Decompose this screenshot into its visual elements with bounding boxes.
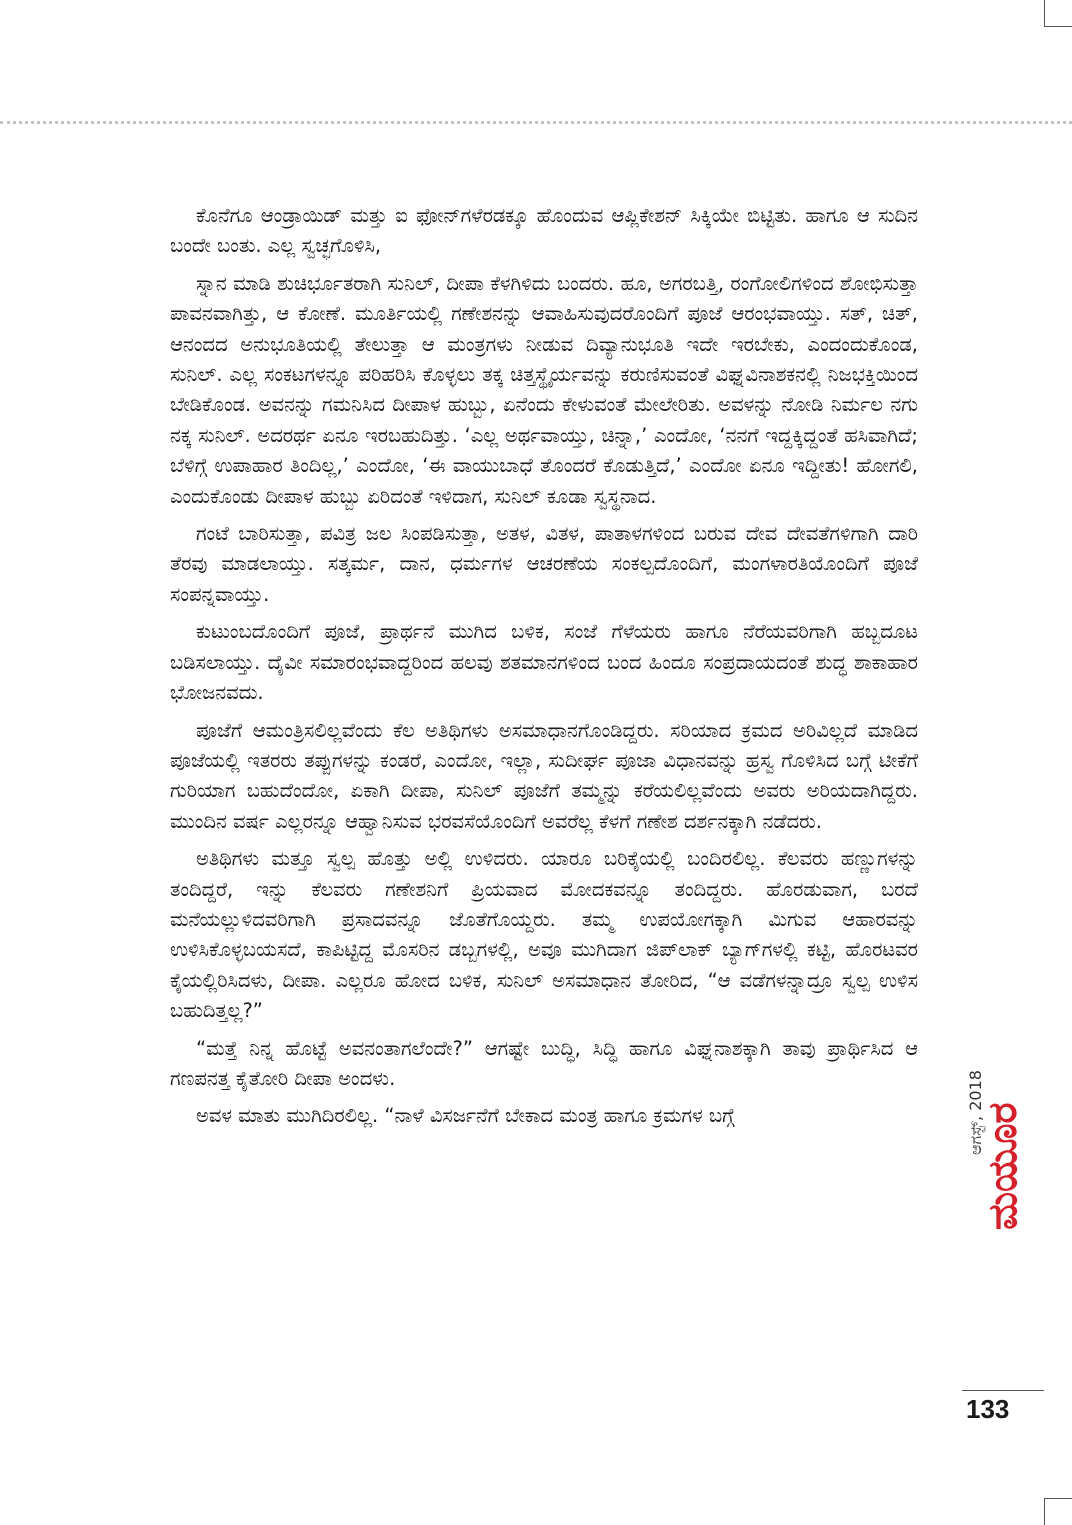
- article-paragraph: ಕೊನೆಗೂ ಆಂಡ್ರಾಯಿಡ್ ಮತ್ತು ಐ ಫೋನ್‌ಗಳೆರಡಕ್ಕೂ ಹೊಂದುವ ಆಪ್ಲಿಕೇಶನ್ ಸಿಕ್ಕಿಯೇ ಬಿಟ್ಟಿತು. ಹಾಗೂ ಆ ಸುದಿನ ಬಂದೇ ಬಂತು. ಎಲ್ಲ ಸ್ವಚ್ಛಗೊಳಿಸಿ,: [170, 204, 918, 258]
- article-paragraph: ಸ್ನಾನ ಮಾಡಿ ಶುಚಿರ್ಭೂತರಾಗಿ ಸುನಿಲ್, ದೀಪಾ ಕೆಳಗಿಳಿದು ಬಂದರು. ಹೂ, ಅಗರಬತ್ತಿ, ರಂಗೋಲಿಗಳಿಂದ ಶೋಭಿಸುತ್ತಾ ಪಾವನವಾಗಿತ್ತು, ಆ ಕೋಣೆ. ಮೂರ್ತಿಯಲ್ಲಿ ಗಣೇಶನನ್ನು ಆವಾಹಿಸುವುದರೊಂದಿಗೆ ಪೂಜೆ ಆರಂಭವಾಯ್ತು. ಸತ್, ಚಿತ್, ಆನಂದದ ಅನುಭೂತಿಯಲ್ಲಿ ತೇಲುತ್ತಾ ಆ ಮಂತ್ರಗಳು ನೀಡುವ ದಿವ್ಯಾನುಭೂತಿ ಇದೇ ಇರಬೇಕು, ಎಂದಂದುಕೊಂಡ, ಸುನಿಲ್. ಎಲ್ಲ ಸಂಕಟಗಳನ್ನೂ ಪರಿಹರಿಸಿ ಕೊಳ್ಳಲು ತಕ್ಕ ಚಿತ್ತಸ್ಥೈರ್ಯವನ್ನು ಕರುಣಿಸುವಂತೆ ವಿಘ್ನವಿನಾಶಕನಲ್ಲಿ ನಿಜಭಕ್ತಿಯಿಂದ ಬೇಡಿಕೊಂಡ. ಅವನನ್ನು ಗಮನಿಸಿದ ದೀಪಾಳ ಹುಬ್ಬು, ಏನೆಂದು ಕೇಳುವಂತೆ ಮೇಲೇರಿತು. ಅವಳನ್ನು ನೋಡಿ ನಿರ್ಮಲ ನಗು ನಕ್ಕ ಸುನಿಲ್. ಅದರರ್ಥ ಏನೂ ಇರಬಹುದಿತ್ತು. ‘ಎಲ್ಲ ಅರ್ಥವಾಯ್ತು, ಚಿನ್ನಾ,’ ಎಂದೋ, ‘ನನಗೆ ಇದ್ದಕ್ಕಿದ್ದಂತೆ ಹಸಿವಾಗಿದೆ; ಬೆಳಿಗ್ಗೆ ಉಪಾಹಾರ ತಿಂದಿಲ್ಲ,’ ಎಂದೋ, ‘ಈ ವಾಯುಬಾಧೆ ತೊಂದರೆ ಕೊಡುತ್ತಿದೆ,’ ಎಂದೋ ಏನೂ ಇದ್ದೀತು! ಹೋಗಲಿ, ಎಂದುಕೊಂಡು ದೀಪಾಳ ಹುಬ್ಬು ಏರಿದಂತೆ ಇಳಿದಾಗ, ಸುನಿಲ್ ಕೂಡಾ ಸ್ವಸ್ಥನಾದ.: [170, 271, 918, 508]
- article-paragraph: ಗಂಟೆ ಬಾರಿಸುತ್ತಾ, ಪವಿತ್ರ ಜಲ ಸಿಂಪಡಿಸುತ್ತಾ, ಅತಳ, ವಿತಳ, ಪಾತಾಳಗಳಿಂದ ಬರುವ ದೇವ ದೇವತೆಗಳಿಗಾಗಿ ದಾರಿ ತೆರವು ಮಾಡಲಾಯ್ತು. ಸತ್ಕರ್ಮ, ದಾನ, ಧರ್ಮಗಳ ಆಚರಣೆಯ ಸಂಕಲ್ಪದೊಂದಿಗೆ, ಮಂಗಳಾರತಿಯೊಂದಿಗೆ ಪೂಜೆ ಸಂಪನ್ನವಾಯ್ತು.: [170, 522, 918, 606]
- header-dotted-rule: [0, 121, 1072, 124]
- crop-mark-top-right-vertical: [1044, 0, 1045, 26]
- article-body: [170, 201, 918, 1139]
- magazine-masthead: ಮಯೂರ: [980, 1102, 1026, 1230]
- article-paragraph: ಅವಳ ಮಾತು ಮುಗಿದಿರಲಿಲ್ಲ. “ನಾಳೆ ವಿಸರ್ಜನೆಗೆ ಬೇಕಾದ ಮಂತ್ರ ಹಾಗೂ ಕ್ರಮಗಳ ಬಗ್ಗೆ: [196, 1104, 735, 1128]
- crop-mark-top-right-horizontal: [1044, 26, 1072, 27]
- page-number: 133: [966, 1394, 1010, 1424]
- article-paragraph: ಕುಟುಂಬದೊಂದಿಗೆ ಪೂಜೆ, ಪ್ರಾರ್ಥನೆ ಮುಗಿದ ಬಳಿಕ, ಸಂಜೆ ಗೆಳೆಯರು ಹಾಗೂ ನೆರೆಯವರಿಗಾಗಿ ಹಬ್ಬದೂಟ ಬಡಿಸಲಾಯ್ತು. ದೈವೀ ಸಮಾರಂಭವಾದ್ದರಿಂದ ಹಲವು ಶತಮಾನಗಳಿಂದ ಬಂದ ಹಿಂದೂ ಸಂಪ್ರದಾಯದಂತೆ ಶುದ್ಧ ಶಾಕಾಹಾರ ಭೋಜನವದು.: [170, 620, 918, 705]
- issue-date: ಆಗಸ್ಟ್, 2018: [966, 1070, 985, 1155]
- article-paragraph: ಪೂಜೆಗೆ ಆಮಂತ್ರಿಸಲಿಲ್ಲವೆಂದು ಕೆಲ ಅತಿಥಿಗಳು ಅಸಮಾಧಾನಗೊಂಡಿದ್ದರು. ಸರಿಯಾದ ಕ್ರಮದ ಅರಿವಿಲ್ಲದೆ ಮಾಡಿದ ಪೂಜೆಯಲ್ಲಿ ಇತರರು ತಪ್ಪುಗಳನ್ನು ಕಂಡರೆ, ಎಂದೋ, ಇಲ್ಲಾ, ಸುದೀರ್ಘ ಪೂಜಾ ವಿಧಾನವನ್ನು ಹ್ರಸ್ವ ಗೊಳಿಸಿದ ಬಗ್ಗೆ ಟೀಕೆಗೆ ಗುರಿಯಾಗ ಬಹುದೆಂದೋ, ಏಕಾಗಿ ದೀಪಾ, ಸುನಿಲ್ ಪೂಜೆಗೆ ತಮ್ಮನ್ನು ಕರೆಯಲಿಲ್ಲವೆಂದು ಅವರು ಅರಿಯದಾಗಿದ್ದರು. ಮುಂದಿನ ವರ್ಷ ಎಲ್ಲರನ್ನೂ ಆಹ್ವಾನಿಸುವ ಭರವಸೆಯೊಂದಿಗೆ ಅವರೆಲ್ಲ ಕೆಳಗೆ ಗಣೇಶ ದರ್ಶನಕ್ಕಾಗಿ ನಡೆದರು.: [170, 718, 918, 833]
- article-paragraph: ಅತಿಥಿಗಳು ಮತ್ತೂ ಸ್ವಲ್ಪ ಹೊತ್ತು ಅಲ್ಲಿ ಉಳಿದರು. ಯಾರೂ ಬರಿಕೈಯಲ್ಲಿ ಬಂದಿರಲಿಲ್ಲ. ಕೆಲವರು ಹಣ್ಣುಗಳನ್ನು ತಂದಿದ್ದರೆ, ಇನ್ನು ಕೆಲವರು ಗಣೇಶನಿಗೆ ಪ್ರಿಯವಾದ ಮೋದಕವನ್ನೂ ತಂದಿದ್ದರು. ಹೊರಡುವಾಗ, ಬರದೆ ಮನೆಯಲ್ಲುಳಿದವರಿಗಾಗಿ ಪ್ರಸಾದವನ್ನೂ ಜೊತೆಗೊಯ್ದರು. ತಮ್ಮ ಉಪಯೋಗಕ್ಕಾಗಿ ಮಿಗುವ ಆಹಾರವನ್ನು ಉಳಿಸಿಕೊಳ್ಳಬಯಸದೆ, ಕಾಪಿಟ್ಟಿದ್ದ ಮೊಸರಿನ ಡಬ್ಬಗಳಲ್ಲಿ, ಅವೂ ಮುಗಿದಾಗ ಜಿಪ್‌ಲಾಕ್ ಬ್ಯಾಗ್‌ಗಳಲ್ಲಿ ಕಟ್ಟಿ, ಹೊರಟವರ ಕೈಯಲ್ಲಿರಿಸಿದಳು, ದೀಪಾ. ಎಲ್ಲರೂ ಹೋದ ಬಳಿಕ, ಸುನಿಲ್ ಅಸಮಾಧಾನ ತೋರಿದ, “ಆ ವಡೆಗಳನ್ನಾದ್ರೂ ಸ್ವಲ್ಪ ಉಳಿಸ ಬಹುದಿತ್ತಲ್ಲ?”: [170, 847, 918, 1023]
- crop-mark-bottom-right-vertical: [1044, 1498, 1045, 1525]
- page-number-rule: [962, 1390, 1044, 1391]
- article-paragraph: “ಮತ್ತೆ ನಿನ್ನ ಹೊಟ್ಟೆ ಅವನಂತಾಗಲೆಂದೇ?” ಆಗಷ್ಟೇ ಬುದ್ಧಿ, ಸಿದ್ಧಿ ಹಾಗೂ ವಿಘ್ನನಾಶಕ್ಕಾಗಿ ತಾವು ಪ್ರಾರ್ಥಿಸಿದ ಆ ಗಣಪನತ್ತ ಕೈತೋರಿ ದೀಪಾ ಅಂದಳು.: [170, 1036, 918, 1090]
- crop-mark-bottom-right-horizontal: [1044, 1498, 1072, 1499]
